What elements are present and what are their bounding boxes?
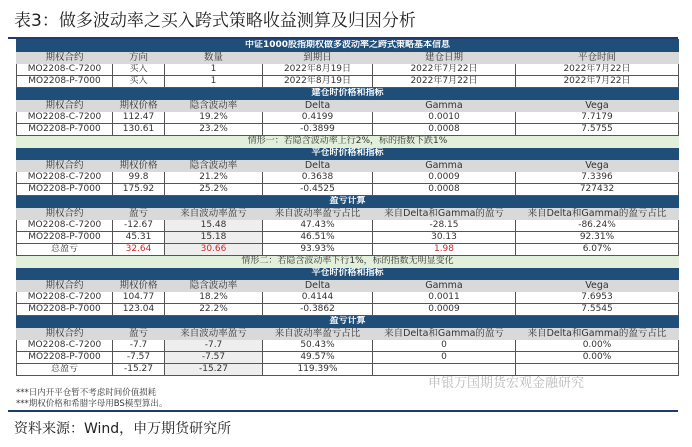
table-cell: MO2208-C-7200 — [17, 172, 113, 184]
table-cell: 47.43% — [263, 220, 373, 232]
table-cell: 19.2% — [165, 112, 263, 124]
column-header: 到期日 — [263, 52, 373, 64]
section-title: 建仓时价格和指标 — [17, 88, 679, 100]
table-cell: 0 — [373, 352, 516, 364]
table-cell: 49.57% — [263, 352, 373, 364]
table-cell: 2022年7月22日 — [516, 64, 679, 76]
column-header-row — [17, 208, 679, 220]
section-header — [17, 40, 679, 52]
table-cell: MO2208-P-7000 — [17, 304, 113, 316]
table-cell: 23.2% — [165, 124, 263, 136]
table-cell: -0.4525 — [263, 184, 373, 196]
table-cell: 130.61 — [113, 124, 165, 136]
table-row — [17, 232, 679, 244]
column-header-row — [17, 100, 679, 112]
table-cell: 1 — [165, 64, 263, 76]
column-header: 隐含波动率 — [165, 100, 263, 112]
column-header: Gamma — [373, 280, 516, 292]
figure-title: 表3：做多波动率之买入跨式策略收益测算及归因分析 — [14, 11, 416, 31]
table-cell: 7.5545 — [516, 304, 679, 316]
table-cell: 0.0011 — [373, 292, 516, 304]
table-row — [17, 76, 679, 88]
table-cell: 0 — [373, 340, 516, 352]
table-cell: MO2208-C-7200 — [17, 340, 113, 352]
table-cell: 买入 — [113, 76, 165, 88]
column-header: 期权合约 — [17, 280, 113, 292]
table-cell: -12.67 — [113, 220, 165, 232]
bottom-divider — [8, 410, 678, 412]
table-cell: MO2208-P-7000 — [17, 232, 113, 244]
column-header: 来自Delta和Gamma的盈亏占比 — [516, 208, 679, 220]
column-header: 来自波动率盈亏 — [165, 208, 263, 220]
source-note: 资料来源：Wind，申万期货研究所 — [14, 421, 232, 437]
column-header: 来自波动率盈亏占比 — [263, 208, 373, 220]
section-header — [17, 268, 679, 280]
column-header: 期权合约 — [17, 328, 113, 340]
scenario-text: 情形二：若隐含波动率下行1%，标的指数无明显变化 — [17, 256, 679, 268]
table-cell: 92.31% — [516, 232, 679, 244]
table-cell: 0.0010 — [373, 112, 516, 124]
column-header: 隐含波动率 — [165, 280, 263, 292]
scenario-row — [17, 136, 679, 148]
table-cell: MO2208-P-7000 — [17, 352, 113, 364]
column-header: 平仓时间 — [516, 52, 679, 64]
table-cell: 119.39% — [263, 364, 373, 376]
table-cell: 2022年7月22日 — [373, 76, 516, 88]
table-cell: MO2208-C-7200 — [17, 64, 113, 76]
column-header: 来自波动率盈亏占比 — [263, 328, 373, 340]
table-cell: 104.77 — [113, 292, 165, 304]
column-header: 期权价格 — [113, 160, 165, 172]
section-title: 平仓时价格和指标 — [17, 148, 679, 160]
column-header: 隐含波动率 — [165, 160, 263, 172]
column-header: 来自Delta和Gamma的盈亏 — [373, 328, 516, 340]
table-cell: 32.64 — [113, 244, 165, 256]
column-header: Delta — [263, 160, 373, 172]
column-header: Vega — [516, 100, 679, 112]
table-cell: 7.7179 — [516, 112, 679, 124]
table-row — [17, 304, 679, 316]
table-cell: 93.93% — [263, 244, 373, 256]
table-cell: 25.2% — [165, 184, 263, 196]
table-cell: 6.07% — [516, 244, 679, 256]
column-header: 盈亏 — [113, 208, 165, 220]
table-cell: 46.51% — [263, 232, 373, 244]
column-header: 方向 — [113, 52, 165, 64]
column-header: 来自Delta和Gamma的盈亏 — [373, 208, 516, 220]
total-row — [17, 244, 679, 256]
table-cell: 7.3396 — [516, 172, 679, 184]
table-cell: 30.13 — [373, 232, 516, 244]
column-header: 盈亏 — [113, 328, 165, 340]
column-header: 期权合约 — [17, 52, 113, 64]
section-title: 盈亏计算 — [17, 316, 679, 328]
table-cell: 买入 — [113, 64, 165, 76]
table-cell: 15.18 — [165, 232, 263, 244]
column-header-row — [17, 52, 679, 64]
column-header: 期权价格 — [113, 280, 165, 292]
table-cell: -28.15 — [373, 220, 516, 232]
table-cell: MO2208-C-7200 — [17, 220, 113, 232]
table-row — [17, 352, 679, 364]
column-header: 建仓日期 — [373, 52, 516, 64]
table-cell: -86.24% — [516, 220, 679, 232]
table-cell: -0.3862 — [263, 304, 373, 316]
table-cell: 总盈亏 — [17, 244, 113, 256]
table-row — [17, 292, 679, 304]
table-cell: -7.7 — [113, 340, 165, 352]
table-cell: 0.0008 — [373, 124, 516, 136]
column-header: 期权合约 — [17, 100, 113, 112]
table-cell: 2022年8月19日 — [263, 76, 373, 88]
table-cell: 175.92 — [113, 184, 165, 196]
column-header: 期权合约 — [17, 208, 113, 220]
table-cell: 1.98 — [373, 244, 516, 256]
table-cell: 0.4144 — [263, 292, 373, 304]
column-header-row — [17, 280, 679, 292]
table-cell: -15.27 — [165, 364, 263, 376]
table-cell: 15.48 — [165, 220, 263, 232]
table-cell: 总盈亏 — [17, 364, 113, 376]
strategy-table — [16, 39, 679, 376]
column-header: 期权价格 — [113, 100, 165, 112]
column-header: Vega — [516, 160, 679, 172]
footnotes — [16, 388, 167, 410]
note: ***期权价格和希腊字母用BS模型算出。 — [16, 399, 168, 409]
section-title: 中证1000股指期权做多波动率之跨式策略基本信息 — [17, 40, 679, 52]
table-cell: 0.00% — [516, 340, 679, 352]
scenario-row — [17, 256, 679, 268]
table-cell: 18.2% — [165, 292, 263, 304]
scenario-text: 情形一：若隐含波动率上行2%，标的指数下跌1% — [17, 136, 679, 148]
section-header — [17, 316, 679, 328]
table-row — [17, 124, 679, 136]
table-cell: 0.00% — [516, 352, 679, 364]
table-cell: 45.31 — [113, 232, 165, 244]
table-row — [17, 64, 679, 76]
table-cell: -15.27 — [113, 364, 165, 376]
column-header: Gamma — [373, 160, 516, 172]
table-cell: 22.2% — [165, 304, 263, 316]
table-cell: -7.57 — [165, 352, 263, 364]
table-cell: 0.0009 — [373, 304, 516, 316]
column-header: Vega — [516, 280, 679, 292]
table-cell: 7.5755 — [516, 124, 679, 136]
section-title: 盈亏计算 — [17, 196, 679, 208]
table-cell: 2022年7月22日 — [373, 64, 516, 76]
table-cell: MO2208-P-7000 — [17, 184, 113, 196]
table-cell: 99.8 — [113, 172, 165, 184]
table-cell: -0.3899 — [263, 124, 373, 136]
table-cell: 2022年7月22日 — [516, 76, 679, 88]
table-row — [17, 172, 679, 184]
table-cell: 1 — [165, 76, 263, 88]
table-cell: MO2208-C-7200 — [17, 292, 113, 304]
column-header: 来自波动率盈亏 — [165, 328, 263, 340]
table-cell: 112.47 — [113, 112, 165, 124]
table-cell: 0.4199 — [263, 112, 373, 124]
table-cell: 0.0009 — [373, 172, 516, 184]
section-header — [17, 196, 679, 208]
table-cell: -7.57 — [113, 352, 165, 364]
column-header: 数量 — [165, 52, 263, 64]
column-header: Gamma — [373, 100, 516, 112]
section-title: 平仓时价格和指标 — [17, 268, 679, 280]
table-cell: 21.2% — [165, 172, 263, 184]
note: ***日内开平仓暂不考虑时间价值损耗 — [16, 388, 157, 398]
table-cell: 123.04 — [113, 304, 165, 316]
table-cell: MO2208-P-7000 — [17, 76, 113, 88]
table-cell: 50.43% — [263, 340, 373, 352]
column-header-row — [17, 160, 679, 172]
table-row — [17, 340, 679, 352]
table-cell: 0.3638 — [263, 172, 373, 184]
table-cell: 2022年8月19日 — [263, 64, 373, 76]
table-cell: 30.66 — [165, 244, 263, 256]
column-header-row — [17, 328, 679, 340]
table-cell: 0.0008 — [373, 184, 516, 196]
table-row — [17, 112, 679, 124]
table-row — [17, 184, 679, 196]
table-cell: 727432 — [516, 184, 679, 196]
table-row — [17, 220, 679, 232]
column-header: Delta — [263, 280, 373, 292]
table-cell: 7.6953 — [516, 292, 679, 304]
table-cell: -7.7 — [165, 340, 263, 352]
column-header: 来自Delta和Gamma的盈亏占比 — [516, 328, 679, 340]
table-cell: MO2208-P-7000 — [17, 124, 113, 136]
table-cell: MO2208-C-7200 — [17, 112, 113, 124]
section-header — [17, 148, 679, 160]
column-header: Delta — [263, 100, 373, 112]
column-header: 期权合约 — [17, 160, 113, 172]
watermark: 申银万国期货宏观金融研究 — [428, 376, 585, 391]
section-header — [17, 88, 679, 100]
